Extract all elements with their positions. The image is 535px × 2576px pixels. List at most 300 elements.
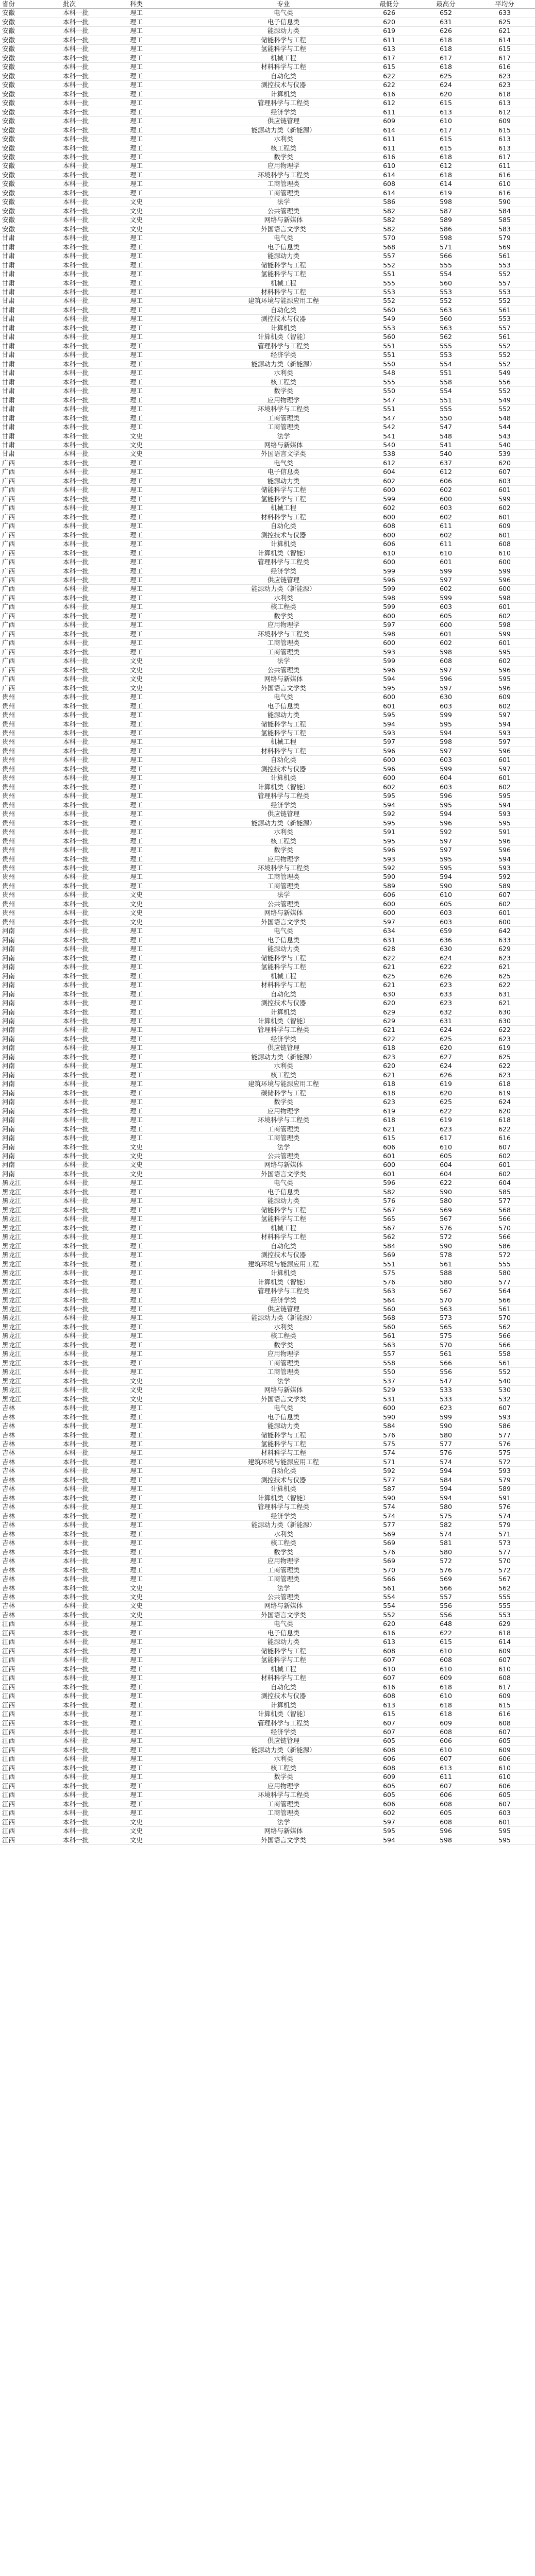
cell-batch: 本科一批 (63, 1134, 89, 1142)
table-row (0, 945, 535, 954)
cell-max-score: 599 (440, 1413, 452, 1421)
cell-subject: 文史 (130, 909, 143, 917)
cell-province: 河南 (2, 1116, 15, 1124)
cell-min-score: 605 (383, 1791, 395, 1799)
cell-subject: 理工 (130, 1026, 143, 1034)
table-row (0, 1278, 535, 1287)
cell-major: 能源动力类 (267, 252, 300, 260)
cell-province: 贵州 (2, 864, 15, 872)
cell-batch: 本科一批 (63, 315, 89, 323)
cell-subject: 文史 (130, 1152, 143, 1160)
cell-province: 黑龙江 (2, 1188, 22, 1196)
cell-batch: 本科一批 (63, 1557, 89, 1565)
table-row (0, 1377, 535, 1386)
cell-avg-score: 572 (498, 1251, 511, 1259)
cell-max-score: 555 (440, 261, 452, 269)
cell-min-score: 537 (383, 1377, 395, 1385)
cell-major: 电子信息类 (267, 936, 300, 944)
cell-subject: 理工 (130, 504, 143, 512)
cell-province: 甘肃 (2, 261, 15, 269)
cell-province: 吉林 (2, 1548, 15, 1556)
table-row (0, 1224, 535, 1233)
cell-subject: 理工 (130, 405, 143, 413)
cell-batch: 本科一批 (63, 1467, 89, 1475)
cell-min-score: 613 (383, 45, 395, 53)
cell-min-score: 610 (383, 549, 395, 557)
cell-major: 外国语言文学类 (261, 1170, 306, 1178)
cell-major: 机械工程 (270, 738, 296, 746)
cell-subject: 理工 (130, 1485, 143, 1493)
cell-subject: 理工 (130, 342, 143, 350)
cell-province: 安徽 (2, 144, 15, 152)
cell-min-score: 538 (383, 450, 395, 458)
table-row (0, 972, 535, 981)
cell-avg-score: 580 (498, 1269, 511, 1277)
table-row (0, 1791, 535, 1800)
cell-max-score: 607 (440, 1782, 452, 1790)
cell-max-score: 618 (440, 1701, 452, 1709)
cell-subject: 理工 (130, 1755, 143, 1763)
cell-major: 电子信息类 (267, 702, 300, 710)
cell-province: 安徽 (2, 54, 15, 62)
cell-subject: 理工 (130, 1782, 143, 1790)
cell-max-score: 596 (440, 1827, 452, 1835)
cell-min-score: 591 (383, 828, 395, 836)
cell-avg-score: 548 (498, 414, 511, 422)
cell-province: 贵州 (2, 702, 15, 710)
cell-subject: 理工 (130, 1404, 143, 1412)
cell-avg-score: 572 (498, 1566, 511, 1574)
cell-max-score: 555 (440, 405, 452, 413)
cell-max-score: 610 (440, 117, 452, 125)
cell-batch: 本科一批 (63, 1503, 89, 1511)
cell-major: 环境科学与工程类 (257, 630, 309, 638)
cell-min-score: 568 (383, 1314, 395, 1322)
table-row (0, 423, 535, 432)
cell-major: 工商管理类 (267, 1125, 300, 1133)
cell-min-score: 569 (383, 1539, 395, 1547)
cell-subject: 理工 (130, 1188, 143, 1196)
cell-subject: 文史 (130, 1584, 143, 1592)
cell-major: 计算机类 (270, 540, 296, 548)
table-row (0, 18, 535, 27)
cell-avg-score: 617 (498, 152, 511, 161)
cell-max-score: 592 (440, 828, 452, 836)
cell-subject: 理工 (130, 315, 143, 323)
cell-avg-score: 642 (498, 927, 511, 935)
cell-major: 核工程类 (270, 1332, 296, 1340)
table-body (0, 9, 535, 1845)
cell-major: 自动化类 (270, 1467, 296, 1475)
cell-max-score: 561 (440, 1260, 452, 1268)
cell-province: 黑龙江 (2, 1314, 22, 1322)
cell-avg-score: 597 (498, 765, 511, 773)
cell-province: 江西 (2, 1782, 15, 1790)
cell-major: 水利类 (274, 369, 293, 377)
cell-major: 储能科学与工程 (261, 954, 306, 962)
cell-major: 环境科学与工程类 (257, 405, 309, 413)
cell-batch: 本科一批 (63, 216, 89, 224)
cell-major: 核工程类 (270, 378, 296, 386)
cell-major: 材料科学与工程 (261, 1233, 306, 1241)
table-row (0, 189, 535, 198)
cell-batch: 本科一批 (63, 1143, 89, 1151)
cell-province: 贵州 (2, 855, 15, 863)
cell-major: 电气类 (274, 459, 293, 467)
cell-subject: 理工 (130, 486, 143, 494)
cell-min-score: 618 (383, 1080, 395, 1088)
cell-subject: 理工 (130, 936, 143, 944)
cell-province: 甘肃 (2, 432, 15, 440)
cell-batch: 本科一批 (63, 728, 89, 737)
cell-avg-score: 552 (498, 360, 511, 368)
cell-subject: 理工 (130, 1089, 143, 1097)
cell-avg-score: 555 (498, 1592, 511, 1601)
table-row (0, 819, 535, 828)
cell-major: 应用物理学 (267, 1557, 300, 1565)
cell-avg-score: 614 (498, 36, 511, 44)
cell-max-score: 599 (440, 594, 452, 602)
cell-max-score: 625 (440, 72, 452, 80)
cell-min-score: 587 (383, 1485, 395, 1493)
cell-province: 黑龙江 (2, 1206, 22, 1214)
cell-batch: 本科一批 (63, 1809, 89, 1817)
table-row (0, 1512, 535, 1521)
cell-max-score: 598 (440, 234, 452, 242)
cell-province: 江西 (2, 1647, 15, 1655)
cell-avg-score: 616 (498, 189, 511, 197)
cell-province: 黑龙江 (2, 1260, 22, 1268)
table-row (0, 198, 535, 207)
cell-province: 安徽 (2, 207, 15, 215)
cell-subject: 理工 (130, 1440, 143, 1448)
cell-max-score: 627 (440, 1053, 452, 1061)
cell-major: 工商管理类 (267, 1809, 300, 1817)
cell-avg-score: 601 (498, 513, 511, 521)
table-row (0, 63, 535, 72)
cell-subject: 文史 (130, 1377, 143, 1385)
cell-max-score: 599 (440, 567, 452, 575)
cell-batch: 本科一批 (63, 936, 89, 944)
cell-major: 核工程类 (270, 144, 296, 152)
cell-major: 外国语言文学类 (261, 1395, 306, 1403)
cell-batch: 本科一批 (63, 1737, 89, 1745)
cell-major: 工商管理类 (267, 1566, 300, 1574)
cell-min-score: 619 (383, 27, 395, 35)
cell-subject: 理工 (130, 261, 143, 269)
table-row (0, 216, 535, 225)
cell-min-score: 594 (383, 801, 395, 809)
cell-max-score: 577 (440, 1440, 452, 1448)
table-row (0, 711, 535, 720)
cell-max-score: 622 (440, 1629, 452, 1637)
cell-min-score: 596 (383, 666, 395, 674)
table-row (0, 1386, 535, 1395)
cell-min-score: 554 (383, 1592, 395, 1601)
cell-min-score: 582 (383, 1188, 395, 1196)
cell-major: 储能科学与工程 (261, 36, 306, 44)
cell-batch: 本科一批 (63, 999, 89, 1007)
cell-major: 材料科学与工程 (261, 513, 306, 521)
cell-province: 黑龙江 (2, 1296, 22, 1304)
table-row (0, 234, 535, 243)
table-row (0, 315, 535, 324)
cell-max-score: 618 (440, 171, 452, 179)
cell-min-score: 569 (383, 1557, 395, 1565)
cell-batch: 本科一批 (63, 1080, 89, 1088)
cell-major: 机械工程 (270, 972, 296, 980)
cell-province: 广西 (2, 594, 15, 602)
cell-batch: 本科一批 (63, 1224, 89, 1232)
cell-avg-score: 607 (498, 468, 511, 476)
cell-max-score: 571 (440, 243, 452, 251)
cell-max-score: 603 (440, 603, 452, 611)
cell-avg-score: 606 (498, 1782, 511, 1790)
cell-batch: 本科一批 (63, 1836, 89, 1844)
cell-min-score: 609 (383, 1773, 395, 1781)
cell-batch: 本科一批 (63, 855, 89, 863)
cell-max-score: 605 (440, 900, 452, 908)
cell-avg-score: 633 (498, 9, 511, 17)
cell-major: 电气类 (274, 1404, 293, 1412)
cell-province: 江西 (2, 1710, 15, 1718)
cell-max-score: 570 (440, 1341, 452, 1349)
cell-major: 机械工程 (270, 54, 296, 62)
cell-province: 安徽 (2, 135, 15, 143)
cell-province: 吉林 (2, 1494, 15, 1502)
header-min-score: 最低分 (379, 0, 399, 8)
cell-major: 核工程类 (270, 1764, 296, 1772)
cell-avg-score: 602 (498, 702, 511, 710)
cell-major: 自动化类 (270, 522, 296, 530)
cell-avg-score: 567 (498, 1575, 511, 1583)
cell-avg-score: 601 (498, 774, 511, 782)
cell-major: 氢能科学与工程 (261, 963, 306, 971)
cell-max-score: 547 (440, 423, 452, 431)
cell-min-score: 552 (383, 297, 395, 305)
cell-province: 贵州 (2, 891, 15, 899)
cell-batch: 本科一批 (63, 1404, 89, 1412)
cell-province: 贵州 (2, 738, 15, 746)
cell-subject: 理工 (130, 1566, 143, 1574)
cell-max-score: 619 (440, 1080, 452, 1088)
cell-province: 广西 (2, 648, 15, 656)
cell-avg-score: 591 (498, 1494, 511, 1502)
cell-min-score: 616 (383, 1629, 395, 1637)
cell-max-score: 624 (440, 81, 452, 89)
cell-batch: 本科一批 (63, 1638, 89, 1646)
cell-province: 黑龙江 (2, 1179, 22, 1187)
cell-batch: 本科一批 (63, 1242, 89, 1250)
cell-batch: 本科一批 (63, 684, 89, 692)
cell-min-score: 597 (383, 621, 395, 629)
cell-avg-score: 576 (498, 1440, 511, 1448)
cell-province: 河南 (2, 954, 15, 962)
cell-batch: 本科一批 (63, 1548, 89, 1556)
cell-min-score: 584 (383, 1422, 395, 1430)
cell-avg-score: 595 (498, 819, 511, 827)
cell-subject: 理工 (130, 756, 143, 764)
cell-province: 甘肃 (2, 369, 15, 377)
cell-subject: 理工 (130, 1512, 143, 1520)
cell-province: 广西 (2, 504, 15, 512)
cell-min-score: 607 (383, 1728, 395, 1736)
cell-batch: 本科一批 (63, 1449, 89, 1457)
cell-min-score: 601 (383, 702, 395, 710)
cell-max-score: 551 (440, 396, 452, 404)
cell-province: 黑龙江 (2, 1224, 22, 1232)
cell-province: 黑龙江 (2, 1269, 22, 1277)
table-row (0, 288, 535, 297)
table-row (0, 1197, 535, 1206)
cell-min-score: 610 (383, 1665, 395, 1673)
cell-batch: 本科一批 (63, 152, 89, 161)
cell-batch: 本科一批 (63, 801, 89, 809)
cell-batch: 本科一批 (63, 171, 89, 179)
table-row (0, 648, 535, 657)
cell-avg-score: 617 (498, 1683, 511, 1691)
cell-major: 氢能科学与工程 (261, 728, 306, 737)
cell-batch: 本科一批 (63, 144, 89, 152)
table-row (0, 243, 535, 252)
cell-min-score: 601 (383, 1170, 395, 1178)
cell-avg-score: 570 (498, 1557, 511, 1565)
cell-subject: 理工 (130, 1728, 143, 1736)
cell-batch: 本科一批 (63, 783, 89, 791)
table-row (0, 1548, 535, 1557)
cell-subject: 理工 (130, 1494, 143, 1502)
cell-subject: 文史 (130, 225, 143, 233)
cell-max-score: 594 (440, 728, 452, 737)
cell-avg-score: 592 (498, 873, 511, 881)
cell-major: 管理科学与工程类 (257, 1026, 309, 1034)
cell-major: 工商管理类 (267, 1800, 300, 1808)
cell-major: 测控技术与仪器 (261, 1476, 306, 1484)
cell-subject: 理工 (130, 1035, 143, 1043)
cell-subject: 理工 (130, 1332, 143, 1340)
cell-major: 计算机类（智能） (257, 1494, 309, 1502)
cell-province: 贵州 (2, 873, 15, 881)
cell-avg-score: 552 (498, 387, 511, 395)
cell-province: 河南 (2, 1152, 15, 1160)
cell-max-score: 631 (440, 1016, 452, 1025)
cell-province: 河南 (2, 1161, 15, 1169)
cell-subject: 文史 (130, 1827, 143, 1835)
cell-major: 环境科学与工程类 (257, 1791, 309, 1799)
cell-max-score: 618 (440, 45, 452, 53)
cell-major: 自动化类 (270, 990, 296, 998)
cell-batch: 本科一批 (63, 90, 89, 98)
cell-avg-score: 616 (498, 1134, 511, 1142)
cell-min-score: 595 (383, 684, 395, 692)
cell-major: 外国语言文学类 (261, 225, 306, 233)
cell-max-score: 609 (440, 1719, 452, 1727)
cell-min-score: 614 (383, 126, 395, 134)
cell-batch: 本科一批 (63, 828, 89, 836)
cell-subject: 理工 (130, 1215, 143, 1223)
cell-min-score: 590 (383, 1413, 395, 1421)
cell-min-score: 553 (383, 288, 395, 296)
cell-avg-score: 608 (498, 1719, 511, 1727)
cell-province: 江西 (2, 1683, 15, 1691)
cell-subject: 理工 (130, 1304, 143, 1313)
cell-min-score: 596 (383, 576, 395, 584)
cell-subject: 理工 (130, 279, 143, 287)
table-row (0, 1611, 535, 1620)
cell-min-score: 621 (383, 1125, 395, 1133)
cell-major: 网络与新媒体 (264, 440, 303, 449)
cell-province: 贵州 (2, 792, 15, 800)
cell-major: 氢能科学与工程 (261, 1440, 306, 1448)
cell-batch: 本科一批 (63, 1719, 89, 1727)
cell-batch: 本科一批 (63, 945, 89, 953)
cell-major: 自动化类 (270, 1683, 296, 1691)
table-row (0, 486, 535, 495)
table-row (0, 1152, 535, 1161)
cell-min-score: 608 (383, 1647, 395, 1655)
cell-max-score: 611 (440, 1773, 452, 1781)
cell-subject: 理工 (130, 783, 143, 791)
cell-max-score: 594 (440, 1467, 452, 1475)
cell-batch: 本科一批 (63, 450, 89, 458)
table-row (0, 495, 535, 504)
cell-batch: 本科一批 (63, 540, 89, 548)
cell-max-score: 620 (440, 1089, 452, 1097)
cell-province: 安徽 (2, 18, 15, 26)
cell-major: 计算机类 (270, 774, 296, 782)
cell-subject: 理工 (130, 180, 143, 188)
cell-batch: 本科一批 (63, 1647, 89, 1655)
cell-min-score: 611 (383, 36, 395, 44)
cell-min-score: 529 (383, 1386, 395, 1394)
cell-max-score: 541 (440, 440, 452, 449)
cell-max-score: 613 (440, 1764, 452, 1772)
cell-avg-score: 608 (498, 540, 511, 548)
cell-avg-score: 615 (498, 126, 511, 134)
cell-avg-score: 557 (498, 279, 511, 287)
cell-batch: 本科一批 (63, 1206, 89, 1214)
cell-batch: 本科一批 (63, 1692, 89, 1700)
cell-avg-score: 593 (498, 1467, 511, 1475)
cell-major: 材料科学与工程 (261, 747, 306, 755)
cell-batch: 本科一批 (63, 1008, 89, 1016)
cell-major: 数学类 (274, 1098, 293, 1106)
table-row (0, 576, 535, 585)
cell-province: 吉林 (2, 1449, 15, 1457)
cell-major: 材料科学与工程 (261, 1449, 306, 1457)
cell-avg-score: 595 (498, 1827, 511, 1835)
cell-min-score: 629 (383, 1016, 395, 1025)
table-row (0, 360, 535, 369)
cell-max-score: 598 (440, 1836, 452, 1844)
cell-min-score: 621 (383, 1071, 395, 1079)
cell-max-score: 566 (440, 252, 452, 260)
cell-max-score: 617 (440, 1134, 452, 1142)
cell-min-score: 570 (383, 1566, 395, 1574)
cell-major: 供应链管理 (267, 1304, 300, 1313)
cell-batch: 本科一批 (63, 1710, 89, 1718)
cell-subject: 文史 (130, 891, 143, 899)
cell-major: 管理科学与工程类 (257, 1503, 309, 1511)
cell-min-score: 599 (383, 603, 395, 611)
table-row (0, 1476, 535, 1485)
cell-min-score: 576 (383, 1548, 395, 1556)
cell-province: 广西 (2, 477, 15, 485)
cell-major: 能源动力类（新能源） (251, 126, 316, 134)
cell-subject: 文史 (130, 1611, 143, 1619)
cell-major: 自动化类 (270, 1242, 296, 1250)
cell-min-score: 600 (383, 486, 395, 494)
